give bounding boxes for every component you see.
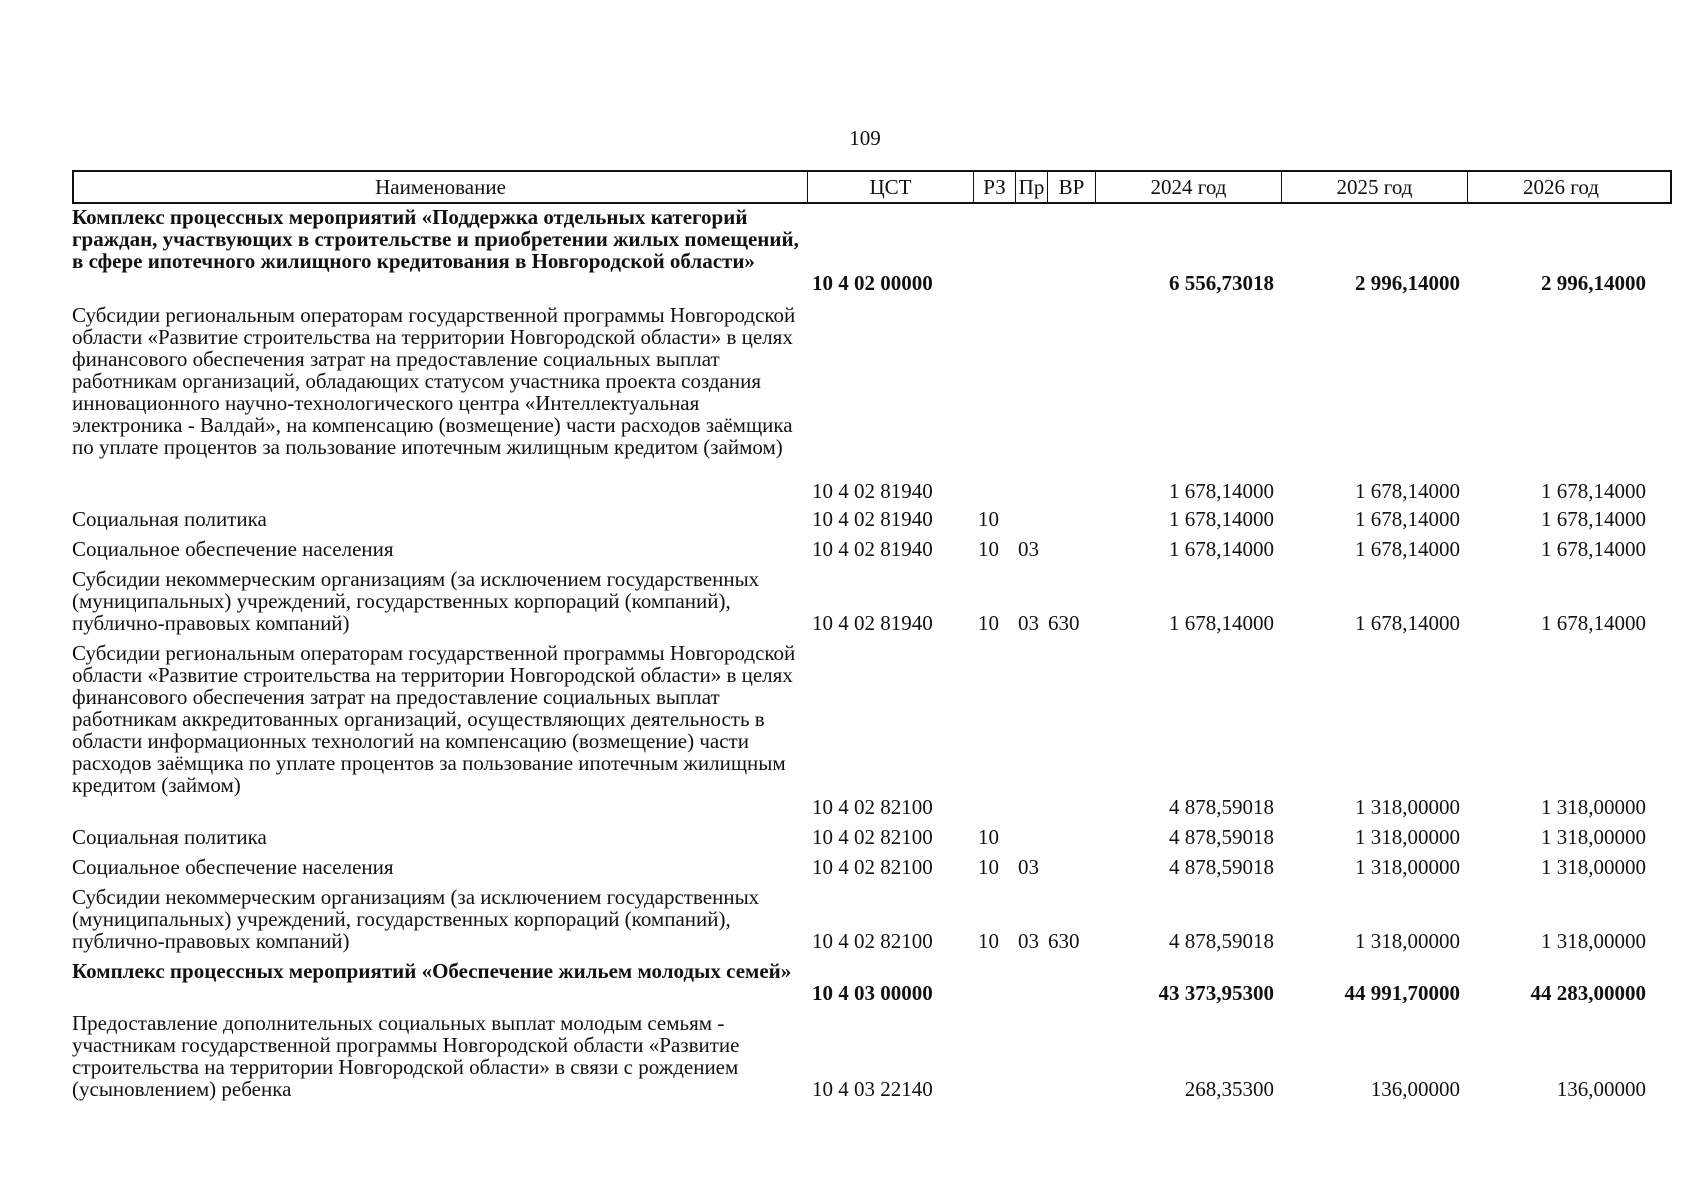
header-rz: РЗ [974,172,1016,202]
row-2024: 43 373,95300 [1158,981,1274,1005]
row-name: Социальное обеспечение населения [72,537,394,561]
row-2025: 44 991,70000 [1344,981,1460,1005]
row-2026: 1 678,14000 [1541,479,1646,503]
row-cst: 10 4 03 00000 [812,981,933,1005]
row-cst: 10 4 02 82100 [812,929,933,953]
row-2026: 1 318,00000 [1541,795,1646,819]
row-pr [1014,508,1046,530]
header-name: Наименование [74,172,808,202]
row-vr [1046,508,1094,530]
row-vr [1046,960,1094,1004]
table-row [72,508,1672,530]
row-2024: 4 878,59018 [1169,825,1274,849]
row-2026: 2 996,14000 [1541,271,1646,295]
row-pr: 03 [1018,855,1039,879]
row-2024: 4 878,59018 [1169,795,1274,819]
table-row [72,304,1672,502]
row-2025: 1 318,00000 [1355,825,1460,849]
row-2026: 44 283,00000 [1530,981,1646,1005]
table-row [72,886,1672,952]
page-number: 109 [849,126,881,150]
table-row [72,206,1672,294]
table-header [72,170,1672,204]
row-2024: 1 678,14000 [1169,537,1274,561]
row-vr [1046,206,1094,294]
header-2026: 2026 год [1523,174,1599,199]
row-2025: 1 318,00000 [1355,795,1460,819]
row-pr: 03 [1018,929,1039,953]
row-rz: 10 [978,825,999,849]
row-rz [972,206,1014,294]
table-row [72,538,1672,560]
row-pr: 03 [1018,537,1039,561]
row-2024: 6 556,73018 [1169,271,1274,295]
table-row [72,960,1672,1004]
row-name: Комплекс процессных мероприятий «Поддержка отдельных категорий граждан, участвующих в строительстве и приобретении жилых помещений, в сфере ипотечного жилищного кредитования в Новгородской области» [72,205,799,273]
row-2026: 136,00000 [1556,1077,1646,1101]
row-2025: 2 996,14000 [1355,271,1460,295]
row-vr: 630 [1048,611,1080,635]
row-cst: 10 4 02 81940 [812,611,933,635]
row-pr [1014,826,1046,848]
table-row [72,1012,1672,1100]
table-row [72,826,1672,848]
row-pr [1014,960,1046,1004]
header-2025: 2025 год [1282,172,1468,202]
row-rz [972,642,1014,818]
row-cst: 10 4 02 00000 [812,271,933,295]
row-pr [1014,206,1046,294]
row-name: Субсидии некоммерческим организациям (за исключением государственных (муниципальных) учреждений, государственных корпораций (компаний), публично-правовых компаний) [72,567,760,635]
row-2024: 4 878,59018 [1169,929,1274,953]
row-pr [1014,642,1046,818]
row-2025: 1 318,00000 [1355,929,1460,953]
row-2024: 4 878,59018 [1169,855,1274,879]
header-pr: Пр [1016,172,1048,202]
row-vr [1046,304,1094,502]
table-row [72,568,1672,634]
row-rz [972,304,1014,502]
row-rz: 10 [978,929,999,953]
row-2025: 1 678,14000 [1355,537,1460,561]
row-vr [1046,856,1094,878]
row-cst: 10 4 02 81940 [812,479,933,503]
row-name: Социальное обеспечение населения [72,855,394,879]
row-rz [972,1012,1014,1100]
header-cst: ЦСТ [808,172,974,202]
row-pr: 03 [1018,611,1039,635]
row-rz: 10 [978,611,999,635]
row-vr [1046,538,1094,560]
row-2024: 1 678,14000 [1169,611,1274,635]
row-2025: 1 318,00000 [1355,855,1460,879]
row-2024: 1 678,14000 [1169,479,1274,503]
row-pr [1014,1012,1046,1100]
header-2024: 2024 год [1096,172,1282,202]
row-cst: 10 4 02 81940 [812,537,933,561]
row-2025: 1 678,14000 [1355,507,1460,531]
row-name: Социальная политика [72,825,267,849]
row-rz [972,960,1014,1004]
row-cst: 10 4 03 22140 [812,1077,933,1101]
row-rz: 10 [978,507,999,531]
row-cst: 10 4 02 82100 [812,825,933,849]
row-2026: 1 678,14000 [1541,507,1646,531]
row-name: Субсидии некоммерческим организациям (за исключением государственных (муниципальных) учреждений, государственных корпораций (компаний), публично-правовых компаний) [72,885,760,953]
table-row [72,642,1672,818]
row-vr [1046,1012,1094,1100]
row-2026: 1 318,00000 [1541,929,1646,953]
header-vr: ВР [1048,172,1096,202]
row-2024: 268,35300 [1184,1077,1274,1101]
row-2025: 136,00000 [1370,1077,1460,1101]
row-vr [1046,826,1094,848]
row-name: Социальная политика [72,507,267,531]
row-cst: 10 4 02 81940 [812,507,933,531]
row-cst: 10 4 02 82100 [812,855,933,879]
table-row [72,856,1672,878]
row-name: Субсидии региональным операторам государственной программы Новгородской области «Развитие строительства на территории Новгородской области» в целях финансового обеспечения затрат на предоставление социальных выплат работникам организаций, обладающих статусом участника проекта создания инновационного научно-технологического центра «Интеллектуальная электроника - Валдай», на компенсацию (возмещение) части расходов заёмщика по уплате процентов за пользование ипотечным жилищным кредитом (займом) [72,303,796,459]
row-rz: 10 [978,855,999,879]
row-2026: 1 678,14000 [1541,537,1646,561]
row-2024: 1 678,14000 [1169,507,1274,531]
row-vr: 630 [1048,929,1080,953]
row-2025: 1 678,14000 [1355,611,1460,635]
row-vr [1046,642,1094,818]
row-name: Комплекс процессных мероприятий «Обеспечение жильем молодых семей» [72,959,792,983]
row-2026: 1 318,00000 [1541,855,1646,879]
row-2026: 1 678,14000 [1541,611,1646,635]
row-cst: 10 4 02 82100 [812,795,933,819]
row-rz: 10 [978,537,999,561]
row-2025: 1 678,14000 [1355,479,1460,503]
row-name: Субсидии региональным операторам государственной программы Новгородской области «Развитие строительства на территории Новгородской области» в целях финансового обеспечения затрат на предоставление социальных выплат работникам аккредитованных организаций, осуществляющих деятельность в области информационных технологий на компенсацию (возмещение) части расходов заёмщика по уплате процентов за пользование ипотечным жилищным кредитом (займом) [72,641,796,797]
row-pr [1014,304,1046,502]
row-name: Предоставление дополнительных социальных выплат молодым семьям - участникам государственной программы Новгородской области «Развитие строительства на территории Новгородской области» в связи с рождением (усыновлением) ребенка [72,1011,740,1101]
row-2026: 1 318,00000 [1541,825,1646,849]
